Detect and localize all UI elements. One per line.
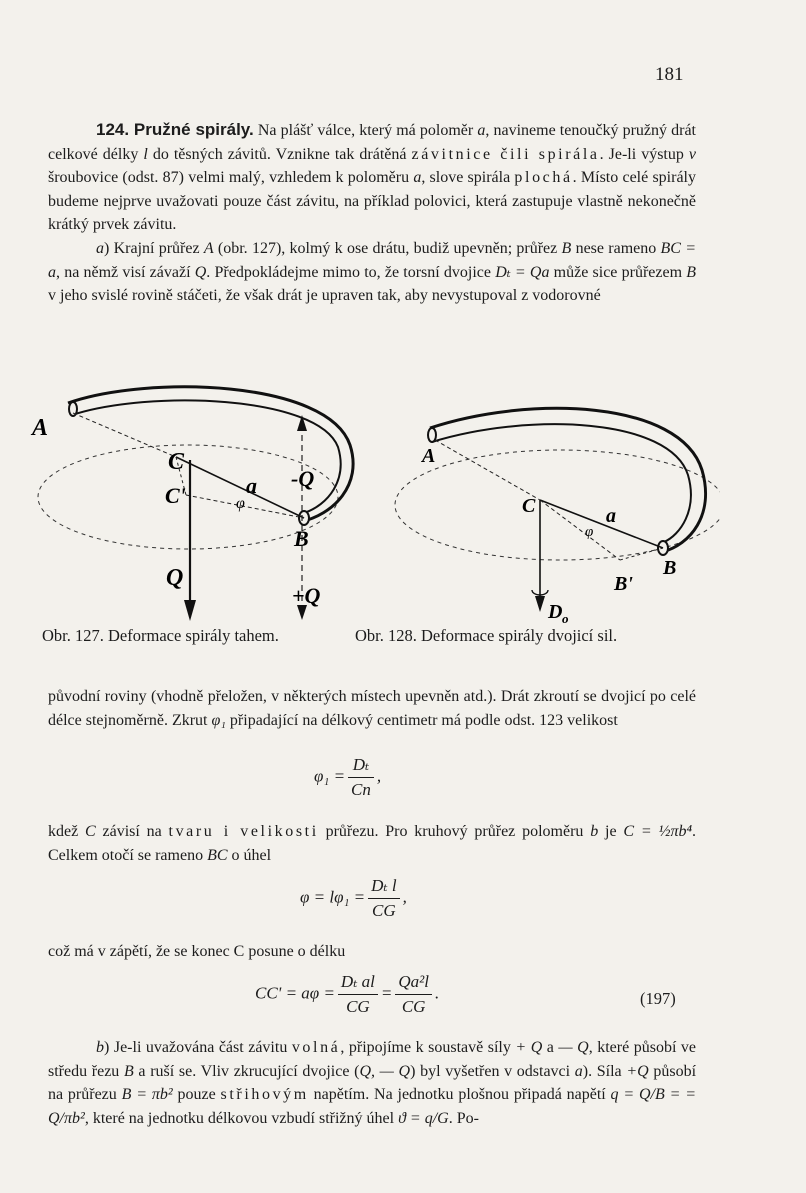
text: . Po- bbox=[448, 1109, 479, 1127]
variable: B bbox=[123, 1062, 134, 1080]
text: ) byl vyšetřen v odstavci bbox=[410, 1062, 575, 1080]
label-Cp: C' bbox=[165, 483, 186, 508]
paragraph-3 bbox=[48, 685, 696, 732]
axis-D-head bbox=[535, 596, 545, 612]
variable: q = Q/B = = Q/πb² bbox=[48, 1086, 697, 1127]
denominator: CG bbox=[401, 997, 426, 1016]
spaced-term: plochá bbox=[514, 169, 573, 187]
text: připadající na délkový centimetr má podle odst. 123 velikost bbox=[225, 711, 618, 729]
text: . Předpokládejme mimo to, že torsní dvojice bbox=[206, 263, 496, 281]
variable: Q bbox=[194, 263, 207, 281]
equation-lhs: CC' = aφ = bbox=[255, 983, 335, 1003]
text: v jeho svislé rovině stáčeti, že však drát je upraven tak, aby nevystupoval z vodorovné bbox=[48, 287, 601, 305]
denominator: CG bbox=[372, 901, 396, 920]
text: . Místo celé spirály budeme nejprve uvažovati pouze část závitu, na příklad polovici, která zastupuje vlastně nekonečně krátký prvek závitu. bbox=[48, 169, 696, 234]
text: působí na průřezu bbox=[48, 1062, 697, 1104]
label-A: A bbox=[422, 445, 436, 467]
text: a ruší se. Vliv zkrucující dvojice ( bbox=[133, 1062, 360, 1080]
dashed-ellipse bbox=[395, 450, 720, 560]
arm-BC bbox=[540, 500, 663, 548]
variable: BC = a bbox=[48, 239, 697, 281]
label-B: B bbox=[294, 526, 309, 551]
text: ) Je-li uvažována část závitu bbox=[104, 1039, 292, 1056]
equation-tail: , bbox=[376, 766, 382, 786]
label-C: C bbox=[522, 495, 536, 517]
variable: Q, — Q bbox=[359, 1062, 411, 1080]
equals-sign: = bbox=[380, 983, 393, 1003]
spaced-term: závitnice čili spirála bbox=[411, 145, 600, 163]
variable: BC bbox=[207, 846, 228, 864]
variable: — Q bbox=[558, 1039, 589, 1056]
text: napětím. Na jednotku plošnou připadá napětí bbox=[308, 1086, 611, 1104]
text: je bbox=[598, 823, 624, 840]
variable: b bbox=[590, 823, 599, 840]
label-a: a bbox=[606, 505, 616, 527]
figure-127-caption: Obr. 127. Deformace spirály tahem. bbox=[42, 626, 279, 645]
section-heading: 124. Pružné spirály. bbox=[96, 120, 254, 139]
equation-3 bbox=[255, 972, 439, 1017]
equation-tail: . bbox=[434, 983, 440, 1003]
fraction bbox=[348, 755, 374, 800]
text: , které na jednotku délkovou vzbudí střižný úhel bbox=[84, 1109, 399, 1127]
label-a: a bbox=[246, 473, 257, 498]
spaced-term: střihovým bbox=[220, 1086, 309, 1104]
variable: v bbox=[688, 145, 697, 163]
fraction bbox=[395, 972, 432, 1017]
paragraph-5 bbox=[48, 940, 696, 964]
text: šroubovice (odst. 87) velmi malý, vzhledem k poloměru bbox=[48, 169, 414, 187]
denominator: CG bbox=[346, 997, 370, 1016]
text: . Je-li výstup bbox=[599, 145, 689, 163]
text: , připojíme k soustavě síly bbox=[340, 1039, 516, 1056]
variable: B bbox=[561, 239, 572, 257]
label-D: D bbox=[548, 601, 563, 623]
dashed-line-A-C bbox=[435, 440, 540, 500]
label-C: C bbox=[168, 449, 185, 475]
equation-number: (197) bbox=[640, 989, 676, 1008]
text: do těsných závitů. Vznikne tak drátěná bbox=[147, 145, 412, 163]
dashed-line-Cp-B bbox=[186, 495, 304, 518]
dashed-line-A-C bbox=[73, 413, 176, 457]
variable: A bbox=[203, 239, 214, 257]
text: , na němž visí závaží bbox=[56, 263, 195, 281]
text: a bbox=[542, 1039, 559, 1056]
fraction bbox=[338, 972, 378, 1017]
fraction bbox=[368, 876, 399, 921]
numerator: Dₜ l bbox=[368, 876, 399, 899]
label-phi: φ bbox=[236, 495, 245, 512]
label-phi: φ bbox=[585, 524, 594, 540]
variable: + Q bbox=[515, 1039, 543, 1056]
dashed-line-Bp-B bbox=[620, 548, 663, 560]
variable: a bbox=[96, 239, 104, 257]
text: , navineme tenoučký pružný drát celkové délky bbox=[48, 122, 696, 163]
figure-128 bbox=[380, 400, 720, 635]
variable: B = πb² bbox=[121, 1086, 173, 1104]
text: závisí na bbox=[95, 823, 169, 840]
text: nese rameno bbox=[571, 239, 661, 257]
text: ). Síla bbox=[582, 1062, 627, 1080]
variable: b bbox=[96, 1039, 104, 1056]
numerator: Qa²l bbox=[395, 972, 432, 995]
label-Bp: B' bbox=[614, 573, 633, 595]
variable: B bbox=[686, 263, 697, 281]
equation-lhs: φ₁ = bbox=[314, 766, 346, 786]
denominator: Cn bbox=[351, 780, 371, 799]
text: . Celkem otočí se rameno bbox=[48, 823, 697, 864]
text: , které působí ve středu řezu bbox=[48, 1039, 696, 1080]
spaced-term: volná bbox=[291, 1039, 341, 1056]
text: (obr. 127), kolmý k ose drátu, budiž upevněn; průřez bbox=[213, 239, 562, 257]
spiral-wire-outer bbox=[430, 408, 706, 552]
text: pouze bbox=[172, 1086, 221, 1104]
variable: Dₜ = Qa bbox=[495, 263, 550, 281]
spiral-wire-outer bbox=[68, 387, 353, 522]
section-text-top bbox=[48, 118, 696, 308]
label-plus-Q: +Q bbox=[292, 583, 321, 608]
equation-2 bbox=[300, 876, 407, 921]
paragraph-6 bbox=[48, 1036, 696, 1130]
numerator: Dₜ al bbox=[338, 972, 378, 995]
label-minus-Q: -Q bbox=[291, 466, 315, 491]
variable: +Q bbox=[626, 1062, 649, 1080]
variable: C bbox=[85, 823, 96, 840]
equation-tail: , bbox=[402, 887, 407, 907]
label-A: A bbox=[32, 415, 49, 441]
variable: φ₁ bbox=[211, 711, 226, 729]
figure-127-drawing bbox=[28, 385, 368, 630]
text: , slove spirála bbox=[421, 169, 515, 187]
variable: ϑ = q/G bbox=[398, 1109, 449, 1127]
force-arrow-Q-head bbox=[184, 600, 196, 621]
equation-1 bbox=[314, 755, 381, 800]
spaced-term: tvaru i velikosti bbox=[168, 823, 319, 840]
paragraph-4 bbox=[48, 820, 696, 867]
label-Q-main: Q bbox=[166, 565, 184, 591]
page-number: 181 bbox=[655, 64, 684, 85]
variable: a bbox=[574, 1062, 583, 1080]
numerator: Dₜ bbox=[348, 755, 374, 778]
text: kdež bbox=[48, 823, 86, 840]
spiral-wire-inner bbox=[432, 424, 691, 542]
variable: a bbox=[477, 122, 486, 139]
label-B: B bbox=[663, 557, 677, 579]
text: průřezu. Pro kruhový průřez poloměru bbox=[318, 823, 591, 840]
spiral-wire-inner bbox=[72, 400, 341, 513]
text: o úhel bbox=[227, 846, 272, 864]
figure-127 bbox=[28, 385, 368, 635]
variable: a bbox=[413, 169, 422, 187]
text: může sice průřezem bbox=[549, 263, 687, 281]
variable: l bbox=[143, 145, 148, 163]
dashed-ellipse bbox=[38, 445, 338, 549]
equation-lhs: φ = lφ₁ = bbox=[300, 887, 366, 907]
variable: C = ½πb⁴ bbox=[623, 823, 693, 840]
cross-section-A bbox=[428, 428, 436, 442]
label-D-subscript: o bbox=[562, 611, 569, 626]
text: Na plášť válce, který má poloměr bbox=[253, 122, 478, 139]
paragraph-1 bbox=[48, 118, 696, 237]
figure-128-caption: Obr. 128. Deformace spirály dvojicí sil. bbox=[355, 626, 618, 645]
figure-128-drawing bbox=[380, 400, 720, 630]
text: což má v zápětí, že se konec C posune o délku bbox=[48, 943, 346, 960]
text: původní roviny (vhodně přeložen, v některých místech upevněn atd.). Drát zkroutí se dvojicí po celé délce stejnoměrně. Zkrut bbox=[48, 688, 696, 729]
paragraph-2 bbox=[48, 237, 696, 308]
text: ) Krajní průřez bbox=[104, 239, 204, 257]
